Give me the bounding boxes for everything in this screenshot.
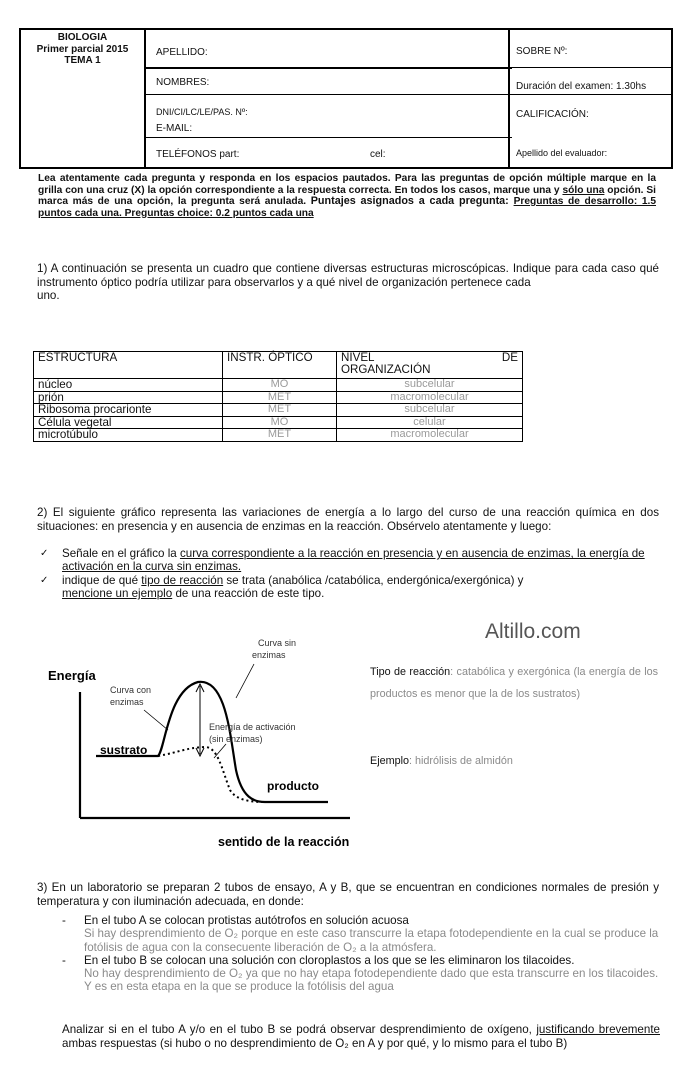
- q3-a-text: En el tubo A se colocan protistas autótrofos en solución acuosa: [84, 914, 409, 927]
- q1-text-end: uno.: [37, 289, 60, 303]
- pointer-line-sin: [236, 664, 254, 698]
- q3-item-b: [62, 954, 662, 994]
- q2-b2-mid: se trata (anabólica /catabólica, endergónica/exergónica) y: [223, 573, 524, 587]
- header-de-word: DE: [501, 351, 518, 364]
- sobre-field: SOBRE Nº:: [516, 46, 568, 57]
- cell-nivel-answer[interactable]: macromolecular: [337, 429, 523, 442]
- q2-bullets: [40, 547, 660, 601]
- tema-label: TEMA 1: [64, 55, 101, 66]
- curve-with-enzymes: [158, 747, 265, 802]
- table-row: [34, 391, 523, 404]
- duracion-label: Duración del examen: 1.30hs: [516, 81, 647, 92]
- q3-list: [62, 914, 662, 994]
- energy-diagram: [40, 630, 370, 860]
- cell-estructura: núcleo: [34, 379, 223, 392]
- cel-field[interactable]: cel:: [370, 149, 386, 160]
- nombres-field[interactable]: NOMBRES:: [156, 77, 210, 88]
- check-icon: ✓: [40, 574, 49, 586]
- q2-bullet-1: [40, 547, 660, 574]
- header-organizacion-word: ORGANIZACIÓN: [341, 362, 431, 376]
- curva-con-label-1: Curva con: [110, 685, 152, 695]
- q3-final-underline: justificando brevemente: [536, 1023, 660, 1036]
- pointer-line-act: [214, 744, 226, 758]
- dni-field[interactable]: DNI/CI/LC/LE/PAS. Nº:: [156, 107, 248, 117]
- cell-nivel-answer[interactable]: subcelular: [337, 404, 523, 417]
- q2-b1-text: Señale en el gráfico la: [62, 547, 180, 560]
- dash-bullet: -: [62, 953, 66, 967]
- ejemplo-answer-text[interactable]: : hidrólisis de almidón: [409, 755, 513, 767]
- cell-estructura: Ribosoma procarionte: [34, 404, 223, 417]
- q2-b1-underline: curva correspondiente a la reacción en presencia y en ausencia de enzimas, la energía de activación en la curva sin enzimas.: [62, 547, 645, 574]
- structures-table: [33, 351, 523, 442]
- q1-text: 1) A continuación se presenta un cuadro que contiene diversas estructuras microscópicas. Indique para cada caso qué instrumento óptico podría utilizar para observarlos y a qué nivel de organización pertenece cada: [37, 262, 659, 289]
- q3-statement: 3) En un laboratorio se preparan 2 tubos de ensayo, A y B, que se encuentran en condiciones normales de presión y temperatura y con iluminación adecuada, en donde:: [37, 881, 659, 908]
- q2-ejemplo-answer: [370, 755, 658, 767]
- q3-item-a: [62, 914, 662, 954]
- dash-bullet: -: [62, 914, 66, 927]
- q2-tipo-answer: [370, 661, 658, 705]
- watermark-logo: Altillo.com: [485, 620, 581, 643]
- tipo-label: Tipo de reacción: [370, 666, 451, 678]
- q3-final-instruction: [62, 1023, 660, 1050]
- apellido-field[interactable]: APELLIDO:: [156, 47, 208, 58]
- activation-label-1: Energía de activación: [209, 722, 296, 732]
- q3-b-answer[interactable]: No hay desprendimiento de O₂ ya que no hay etapa fotodependiente dado que esta transcurre en los tilacoides. Y es en esta etapa en la que se produce la fotólisis del agua: [84, 967, 659, 994]
- header-estructura: ESTRUCTURA: [34, 352, 223, 379]
- q1-statement: [37, 262, 659, 303]
- subject-title: BIOLOGIA: [57, 32, 108, 43]
- q3-b-text: En el tubo B se colocan una solución con cloroplastos a los que se les eliminaron los tilacoides.: [84, 953, 575, 967]
- check-icon: ✓: [40, 548, 49, 559]
- header-nivel: [337, 352, 523, 379]
- cell-instr-answer[interactable]: MO: [223, 379, 337, 392]
- exam-name: Primer parcial 2015: [36, 43, 129, 55]
- table-row: [34, 379, 523, 392]
- table-row: [34, 404, 523, 417]
- q2-bullet-2: [40, 574, 660, 601]
- cell-instr-answer[interactable]: MET: [223, 429, 337, 442]
- telefonos-field[interactable]: TELÉFONOS part:: [156, 149, 240, 160]
- q2-b2-end: de una reacción de este tipo.: [172, 587, 325, 601]
- producto-label: producto: [267, 779, 319, 793]
- q2-b2-underline-2: mencione un ejemplo: [62, 587, 173, 601]
- email-field[interactable]: E-MAIL:: [156, 123, 193, 134]
- curva-sin-label-2: enzimas: [252, 650, 286, 660]
- header-nivel-word: NIVEL: [341, 351, 375, 364]
- pointer-line-con: [144, 710, 168, 730]
- calificacion-field: CALIFICACIÓN:: [516, 109, 589, 120]
- q3-a-answer[interactable]: Si hay desprendimiento de O₂ porque en este caso transcurre la etapa fotodependiente en la cual se produce la fotólisis de agua con la consecuente liberación de O₂ a la atmósfera.: [84, 927, 659, 954]
- table-row: [34, 429, 523, 442]
- evaluador-field: Apellido del evaluador:: [516, 148, 608, 158]
- instructions-text-1: Lea atentamente cada pregunta y responda en los espacios pautados. Para las preguntas de opción múltiple marque en la grilla con una cruz (X) la opción correspondiente a la respuesta correcta. En todos los casos, marque una y: [38, 173, 656, 196]
- q2-statement: 2) El siguiente gráfico representa las variaciones de energía a lo largo del curso de una reacción química en dos situaciones: en presencia y en ausencia de enzimas en la reacción. Obsérvelo atentamente y luego:: [37, 506, 659, 533]
- table-row: [34, 416, 523, 429]
- ejemplo-label: Ejemplo: [370, 755, 410, 767]
- instructions: [38, 173, 656, 219]
- cell-instr-answer[interactable]: MET: [223, 391, 337, 404]
- header-instr: INSTR. ÓPTICO: [223, 352, 337, 379]
- exam-title-cell: [21, 30, 146, 167]
- tipo-answer-text[interactable]: : catabólica y exergónica (la energía de los productos es menor que la de los sustratos): [370, 666, 659, 700]
- instructions-text-2: opción. Si marca más de una opción, la pregunta será anulada.: [38, 184, 656, 207]
- exam-header: [19, 28, 673, 169]
- instructions-points-label: Puntajes asignados a cada pregunta:: [310, 195, 514, 207]
- cell-nivel-answer[interactable]: macromolecular: [337, 391, 523, 404]
- q3-final-end: ambas respuestas (si hubo o no desprendimiento de O₂ en A y por qué, y lo mismo para el tubo B): [62, 1036, 568, 1050]
- q2-b2-text: indique de qué: [62, 573, 142, 587]
- activation-label-2: (sin enzimas): [209, 734, 263, 744]
- instructions-points-detail: Preguntas de desarrollo: 1.5 puntos cada una. Preguntas choice: 0.2 puntos cada una: [38, 196, 657, 219]
- sustrato-label: sustrato: [100, 743, 148, 757]
- cell-nivel-answer[interactable]: subcelular: [337, 379, 523, 392]
- instructions-underline-1: sólo una: [562, 184, 605, 196]
- cell-estructura: Célula vegetal: [34, 416, 223, 429]
- curva-sin-label-1: Curva sin: [258, 638, 297, 648]
- table-header-row: [34, 352, 523, 379]
- cell-nivel-answer[interactable]: celular: [337, 416, 523, 429]
- cell-estructura: prión: [34, 391, 223, 404]
- cell-instr-answer[interactable]: MO: [223, 416, 337, 429]
- y-axis-label: Energía: [48, 668, 96, 683]
- cell-instr-answer[interactable]: MET: [223, 404, 337, 417]
- q3-final-text: Analizar si en el tubo A y/o en el tubo B se podrá observar desprendimiento de oxígeno,: [62, 1023, 537, 1036]
- cell-estructura: microtúbulo: [34, 429, 223, 442]
- curva-con-label-2: enzimas: [110, 697, 144, 707]
- q2-b2-underline-1: tipo de reacción: [141, 573, 224, 587]
- x-axis-label: sentido de la reacción: [218, 835, 350, 849]
